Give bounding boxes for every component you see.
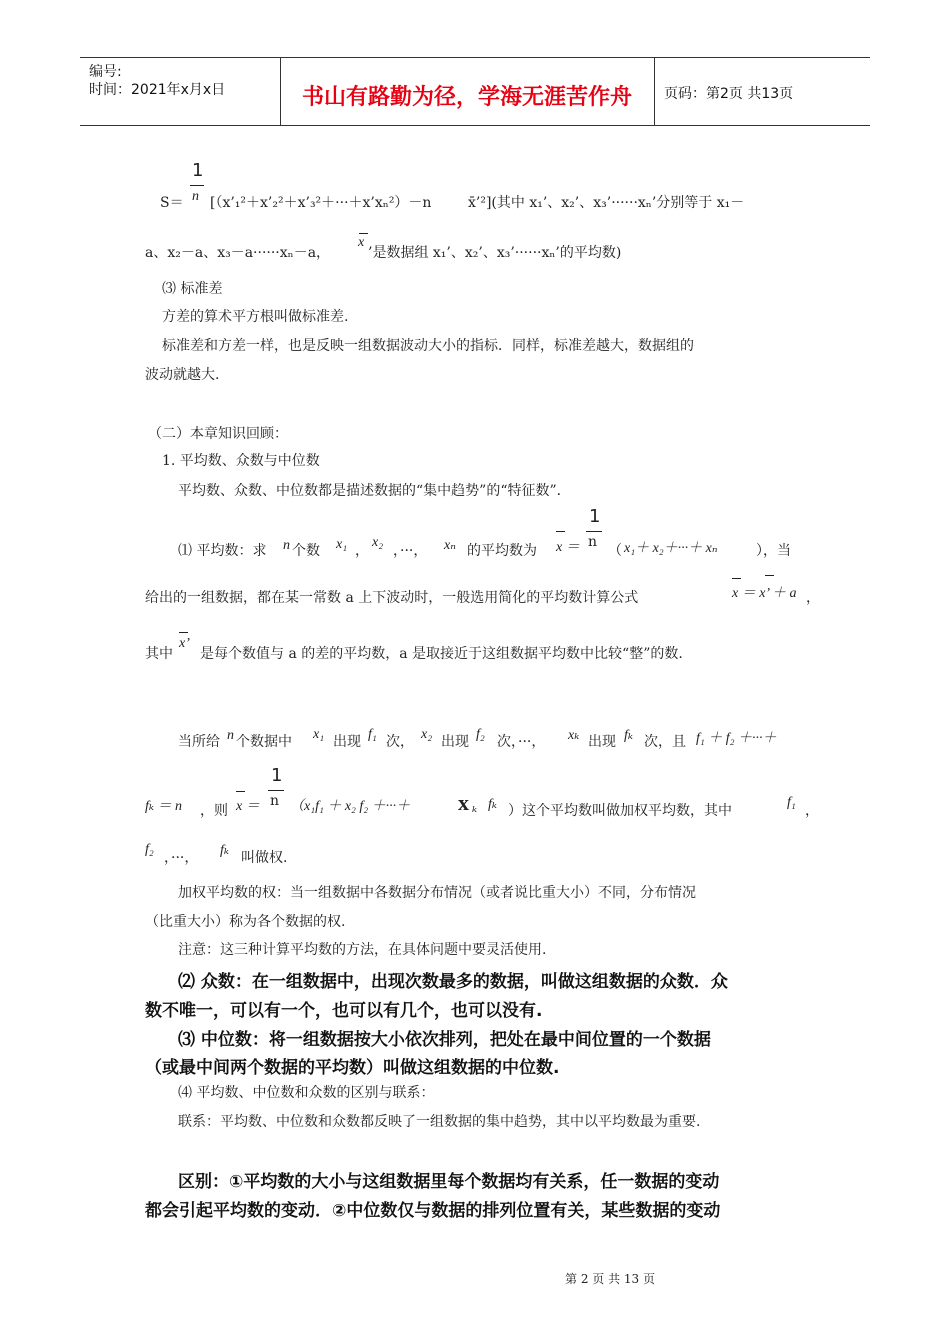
mean-tail: ），当 xyxy=(756,543,791,559)
weighted-fk-n: fₖ ＝ n xyxy=(145,799,182,814)
mean-xbar: x ＝ xyxy=(556,540,580,555)
fraction-bar xyxy=(268,790,284,791)
weight-definition-cont: （比重大小）称为各个数据的权. xyxy=(145,914,346,930)
motto: 书山有路勤为径，学海无涯苦作舟 xyxy=(302,85,633,110)
weighted-f1b: f₁ xyxy=(787,795,796,810)
header-divider xyxy=(280,58,281,125)
mean-label: ⑴ 平均数：求 xyxy=(178,543,267,559)
review-subheading: 1. 平均数、众数与中位数 xyxy=(162,453,320,469)
header-divider xyxy=(654,58,655,125)
weighted-fkb: fₖ xyxy=(220,843,229,858)
fraction-denominator: n xyxy=(192,189,199,204)
mean-text2: 的平均数为 xyxy=(467,543,537,559)
weighted-dots: ，···， xyxy=(164,850,199,866)
weighted-xbar: x ＝ xyxy=(236,799,260,814)
review-intro: 平均数、众数、中位数都是描述数据的“集中趋势”的“特征数”． xyxy=(178,483,571,499)
weighted-text: 次，且 xyxy=(644,734,686,750)
std-paragraph: 标准差和方差一样，也是反映一组数据波动大小的指标．同样，标准差越大，数据组的 xyxy=(162,338,694,354)
weighted-text: 个数据中 xyxy=(236,734,292,750)
difference-line-cont: 都会引起平均数的变动．②中位数仅与数据的排列位置有关，某些数据的变动 xyxy=(145,1201,721,1221)
difference-line: 区别：①平均数的大小与这组数据里每个数据均有关系，任一数据的变动 xyxy=(178,1172,720,1192)
relation-link: 联系：平均数、中位数和众数都反映了一组数据的集中趋势，其中以平均数最为重要. xyxy=(178,1114,701,1130)
overbar xyxy=(359,233,368,234)
overbar xyxy=(765,575,774,576)
mean-sum: x₁＋ x₂＋···＋ xₙ xyxy=(624,541,718,556)
mean-frac-den: n xyxy=(588,534,598,550)
std-definition: 方差的算术平方根叫做标准差. xyxy=(162,309,349,325)
mean-dots: ，···， xyxy=(393,543,428,559)
xprime: x’ xyxy=(179,636,190,651)
weighted-x1: x₁ xyxy=(313,727,325,742)
fraction-bar xyxy=(586,531,602,532)
median-definition-cont: （或最中间两个数据的平均数）叫做这组数据的中位数. xyxy=(145,1058,560,1078)
median-definition: ⑶ 中位数：将一组数据按大小依次排列，把处在最中间位置的一个数据 xyxy=(178,1030,711,1050)
where-desc: 是每个数值与 a 的差的平均数，a 是取接近于这组数据平均数中比较“整”的数. xyxy=(200,646,683,662)
page-header xyxy=(80,57,870,126)
std-heading: ⑶ 标准差 xyxy=(162,281,223,297)
weighted-fk2: fₖ xyxy=(488,797,497,812)
mean-comma: ， xyxy=(355,543,369,559)
weighted-text: 出现 xyxy=(333,734,361,750)
variance-formula: [（x’₁²＋x’₂²＋x’₃²＋···＋x’xₙ²）－n xyxy=(210,195,432,211)
weighted-frac-num: 1 xyxy=(271,765,283,786)
weighted-k: ₖ xyxy=(472,801,478,816)
weighted-text: 当所给 xyxy=(178,734,220,750)
std-paragraph-cont: 波动就越大. xyxy=(145,367,220,383)
simplified-comma: ， xyxy=(806,590,820,606)
weighted-f2b: f₂ xyxy=(145,842,154,857)
fraction-bar xyxy=(190,185,204,186)
weighted-xk: xₖ xyxy=(568,728,580,743)
overbar xyxy=(556,531,565,532)
weighted-text: 出现 xyxy=(441,734,469,750)
number-label: 编号: xyxy=(89,64,122,80)
weighted-text: 出现 xyxy=(588,734,616,750)
weighted-weight: 叫做权. xyxy=(241,850,288,866)
mean-frac-num: 1 xyxy=(589,506,601,527)
mean-n: n xyxy=(283,538,290,553)
note: 注意：这三种计算平均数的方法，在具体问题中要灵活使用. xyxy=(178,942,547,958)
mean-text: 个数 xyxy=(292,543,320,559)
weighted-f2: f₂ xyxy=(476,727,485,742)
overbar xyxy=(236,791,245,792)
mean-paren: （ xyxy=(608,543,622,559)
weight-definition: 加权平均数的权：当一组数据中各数据分布情况（或者说比重大小）不同，分布情况 xyxy=(178,885,696,901)
weighted-text: 次，···， xyxy=(497,734,546,750)
weighted-then: ，则 xyxy=(200,803,228,819)
overbar xyxy=(732,578,741,579)
variance-s: S＝ xyxy=(160,195,184,211)
weighted-text: 次， xyxy=(386,734,414,750)
weighted-x2: x₂ xyxy=(421,727,433,742)
mean-xn: xₙ xyxy=(444,538,456,553)
fraction-numerator: 1 xyxy=(192,160,204,181)
time-label: 时间：2021年x月x日 xyxy=(89,82,226,98)
weighted-n: n xyxy=(227,728,234,743)
variance-line2: a、x₂－a、x₃－a······xₙ－a， xyxy=(145,245,331,261)
variance-formula-tail: x̄’²](其中 x₁’、x₂’、x₃’······xₙ’分别等于 x₁－ xyxy=(468,195,745,211)
weighted-fk: fₖ xyxy=(624,728,633,743)
mode-definition-cont: 数不唯一，可以有一个，也可以有几个，也可以没有. xyxy=(145,1001,543,1021)
overbar xyxy=(179,632,188,633)
review-heading: （二）本章知识回顾： xyxy=(148,426,288,442)
weighted-desc: ）这个平均数叫做加权平均数，其中 xyxy=(508,803,732,819)
weighted-sum: f₁ ＋ f₂ ＋···＋ xyxy=(696,731,777,746)
where-text: 其中 xyxy=(145,646,173,662)
page-label: 页码：第2页 共13页 xyxy=(664,86,794,102)
mean-x2: x₂ xyxy=(372,535,384,550)
relation-heading: ⑷ 平均数、中位数和众数的区别与联系： xyxy=(178,1085,435,1101)
page-footer: 第 2 页 共 13 页 xyxy=(565,1272,655,1286)
weighted-f1: f₁ xyxy=(368,727,377,742)
mean-x1: x₁ xyxy=(336,537,348,552)
variance-line2-tail: ’是数据组 x₁’、x₂’、x₃’······xₙ’的平均数) xyxy=(368,245,622,261)
simplified-text: 给出的一组数据，都在某一常数 a 上下波动时，一般选用简化的平均数计算公式 xyxy=(145,590,639,606)
weighted-xk-bold: x xyxy=(458,790,469,815)
simplified-formula: x ＝ x’ ＋ a xyxy=(732,586,797,601)
xbar-prime: x xyxy=(358,235,365,250)
weighted-formula: （x₁f₁ ＋ x₂ f₂ ＋···＋ xyxy=(290,799,411,814)
weighted-frac-den: n xyxy=(270,793,280,809)
weighted-comma: ， xyxy=(805,803,819,819)
mode-definition: ⑵ 众数：在一组数据中，出现次数最多的数据，叫做这组数据的众数．众 xyxy=(178,972,728,992)
